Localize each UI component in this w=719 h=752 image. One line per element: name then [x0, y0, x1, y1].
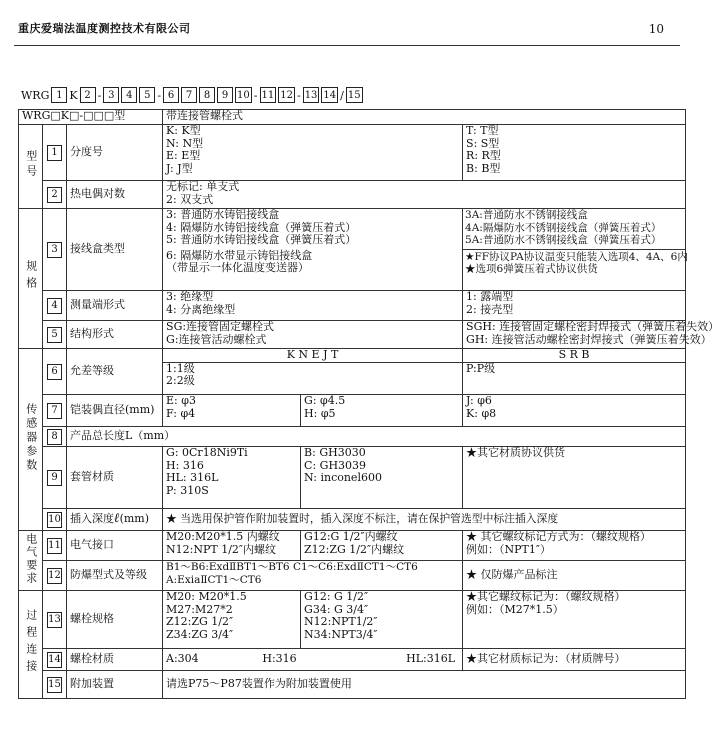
value-line: 4A:隔爆防水不锈钢接线盒（弹簧压着式） — [465, 221, 662, 234]
table-row — [19, 321, 686, 349]
option-values — [463, 349, 686, 395]
code-box: 10 — [235, 87, 252, 103]
group-spec — [19, 209, 43, 349]
group-model — [19, 125, 43, 209]
group-label: 型号 — [24, 149, 38, 180]
ell-symbol: ℓ — [114, 511, 120, 527]
code-box: 5 — [139, 87, 155, 103]
option-name: 接线盒类型 — [67, 209, 163, 291]
option-values — [163, 209, 463, 291]
value-line: R: R型 — [466, 149, 501, 162]
value-line: N: N型 — [166, 136, 204, 150]
option-values — [163, 561, 463, 591]
option-values — [301, 591, 463, 649]
option-number — [43, 591, 67, 649]
option-values — [463, 395, 686, 427]
value-line: HL: 316L — [166, 471, 219, 484]
option-values — [163, 181, 686, 209]
value-line: 无标记: 单支式 — [166, 180, 240, 193]
grade-header: K N E J T — [163, 349, 462, 363]
option-values — [163, 321, 463, 349]
option-name: 铠装偶直径(mm) — [67, 395, 163, 427]
note-line: ★ 其它螺纹标记方式为：（螺纹规格） — [466, 530, 652, 543]
option-name: 防爆型式及等级 — [67, 561, 163, 591]
number-box: 7 — [47, 403, 62, 419]
note-line: ★其它螺纹标记为：（螺纹规格） — [466, 590, 626, 603]
group-label: 规格 — [24, 259, 38, 294]
value-line: SGH: 连接管固定螺栓密封焊接式（弹簧压着失效） — [466, 320, 719, 333]
table-row — [19, 291, 686, 321]
table-row — [19, 125, 686, 181]
value-line: N: inconel600 — [304, 471, 382, 484]
code-box: 2 — [80, 87, 96, 103]
page-number: 10 — [648, 22, 664, 36]
value-line: G12:G 1/2″内螺纹 — [304, 530, 398, 543]
value-line: N12:NPT 1/2″内螺纹 — [166, 542, 277, 556]
group-label: 传感器参数 — [24, 402, 38, 473]
option-name: 测量端形式 — [67, 291, 163, 321]
code-box: 9 — [217, 87, 233, 103]
code-box: 15 — [346, 87, 363, 103]
value-line: C: GH3039 — [304, 458, 367, 472]
table-row — [19, 209, 686, 291]
value-line: T: T型 — [466, 124, 499, 137]
option-name: 附加装置 — [67, 671, 163, 699]
number-box: 6 — [47, 364, 62, 380]
value-line: Z34:ZG 3/4″ — [166, 627, 234, 641]
code-box: 7 — [181, 87, 197, 103]
value-line: J: J型 — [166, 161, 193, 175]
option-values — [163, 291, 463, 321]
value-line: G: φ4.5 — [304, 394, 346, 407]
value-line: 4: 隔爆防水铸铝接线盒（弹簧压着式） — [166, 220, 357, 234]
option-note: ★其它材质标记为：（材质牌号） — [463, 649, 686, 671]
option-name: 套管材质 — [67, 447, 163, 509]
option-number — [43, 509, 67, 531]
value-line: N34:NPT3/4″ — [304, 627, 378, 641]
option-number — [43, 321, 67, 349]
option-name: 产品总长度L（mm） — [67, 427, 686, 447]
table-row — [19, 349, 686, 395]
value-line: E: E型 — [166, 149, 201, 162]
option-note: ★其它材质协议供货 — [463, 447, 686, 509]
option-values — [463, 125, 686, 181]
option-name: 螺栓材质 — [67, 649, 163, 671]
code-box: 11 — [260, 87, 277, 103]
company-header: 重庆爱瑞法温度测控技术有限公司 — [18, 22, 191, 35]
group-sensor — [19, 349, 43, 531]
note-line: ★FF协议PA协议温变只能装入选项4、4A、6内 — [465, 250, 688, 263]
header-rule — [14, 45, 680, 46]
option-number — [43, 447, 67, 509]
code-text: - — [157, 88, 162, 102]
number-box: 5 — [47, 327, 62, 343]
option-note — [463, 591, 686, 649]
code-box: 12 — [278, 87, 295, 103]
group-label: 过程连接 — [24, 608, 38, 677]
option-name-text: 插入深度 — [70, 512, 114, 526]
table-row — [19, 110, 686, 125]
grade-header: S R B — [463, 349, 685, 363]
value-line: 1:1级 — [166, 361, 195, 375]
option-values — [163, 125, 463, 181]
value-item: H:316 — [262, 652, 297, 666]
code-box: 13 — [303, 87, 320, 103]
option-number — [43, 349, 67, 395]
value-line: F: φ4 — [166, 406, 196, 420]
option-number — [43, 181, 67, 209]
value-line: S: S型 — [466, 136, 500, 150]
value-line: H: φ5 — [304, 406, 336, 420]
option-values — [301, 447, 463, 509]
model-desc: 带连接管螺栓式 — [163, 110, 686, 125]
number-box: 8 — [47, 429, 62, 445]
option-values — [463, 209, 686, 291]
code-text: - — [296, 88, 301, 102]
option-number — [43, 427, 67, 447]
code-box: 1 — [51, 87, 67, 103]
option-name: 分度号 — [67, 125, 163, 181]
number-box: 12 — [47, 568, 62, 584]
number-box: 1 — [47, 145, 62, 161]
value-line: 6: 隔爆防水带显示铸铝接线盒 — [166, 248, 313, 262]
unit-text: (mm) — [119, 512, 150, 526]
value-line: J: φ6 — [466, 394, 492, 407]
value-item: HL:316L — [406, 652, 456, 666]
option-number — [43, 291, 67, 321]
option-values — [463, 320, 719, 349]
option-number — [43, 671, 67, 699]
group-label: 电气要求 — [24, 532, 38, 585]
option-values — [163, 395, 301, 427]
option-name — [67, 509, 163, 531]
value-line: H: 316 — [166, 458, 204, 472]
option-number — [43, 561, 67, 591]
note-line: ★选项6弹簧压着式协议供货 — [465, 263, 598, 275]
value-line: 3: 绝缘型 — [166, 290, 214, 303]
table-row — [19, 427, 686, 447]
option-number — [43, 531, 67, 561]
option-name: 允差等级 — [67, 349, 163, 395]
option-values — [301, 531, 463, 561]
option-number — [43, 125, 67, 181]
spec-table — [18, 109, 719, 699]
number-box: 15 — [47, 677, 62, 693]
value-line: 2:2级 — [166, 374, 195, 387]
code-text: / — [340, 88, 344, 102]
value-line: 2: 双支式 — [166, 192, 214, 206]
option-name: 热电偶对数 — [67, 181, 163, 209]
option-values — [163, 447, 301, 509]
value-line: 5: 普通防水铸铝接线盒（弹簧压着式） — [166, 233, 357, 246]
number-box: 2 — [47, 187, 62, 203]
table-row — [19, 671, 686, 699]
option-number — [43, 209, 67, 291]
code-box: 3 — [103, 87, 119, 103]
code-box: 14 — [321, 87, 338, 103]
code-text: WRG — [21, 88, 50, 102]
option-number — [43, 395, 67, 427]
value-line: M27:M27*2 — [166, 602, 233, 616]
group-process — [19, 591, 43, 699]
value-line: B1～B6:ExdⅡBT1～BT6 C1～C6:ExdⅡCT1～CT6 — [166, 561, 418, 573]
table-row — [19, 591, 686, 649]
code-text: - — [253, 88, 258, 102]
option-values — [163, 591, 301, 649]
code-box: 4 — [121, 87, 137, 103]
value-line: G:连接管活动螺栓式 — [166, 332, 267, 346]
value-line: M20: M20*1.5 — [166, 590, 247, 603]
value-line: K: K型 — [166, 124, 201, 137]
number-box: 14 — [47, 652, 62, 668]
note-line: 例如：（NPT1″） — [466, 542, 552, 556]
code-text: - — [97, 88, 102, 102]
number-box: 10 — [47, 512, 62, 528]
table-row — [19, 649, 686, 671]
value-line: B: B型 — [466, 161, 501, 175]
value-line: G12: G 1/2″ — [304, 590, 369, 603]
option-name: 螺栓规格 — [67, 591, 163, 649]
option-values — [301, 395, 463, 427]
model-label: WRG□K□-□□□型 — [19, 110, 163, 125]
table-row — [19, 447, 686, 509]
value-line: 3A:普通防水不锈钢接线盒 — [465, 209, 588, 221]
option-values — [163, 649, 463, 671]
note-line: 例如：（M27*1.5） — [466, 602, 564, 616]
number-box: 13 — [47, 612, 62, 628]
value-line: Z12:ZG 1/2″ — [166, 615, 234, 628]
model-code — [20, 86, 364, 104]
value-line: G: 0Cr18Ni9Ti — [166, 446, 248, 459]
option-name: 结构形式 — [67, 321, 163, 349]
number-box: 3 — [47, 242, 62, 258]
number-box: 11 — [47, 538, 62, 554]
code-box: 8 — [199, 87, 215, 103]
code-box: 6 — [163, 87, 179, 103]
value-line: N12:NPT1/2″ — [304, 615, 378, 628]
value-line: 2: 接壳型 — [466, 302, 514, 316]
number-box: 4 — [47, 298, 62, 314]
table-row — [19, 395, 686, 427]
code-text: K — [69, 88, 78, 102]
group-electrical — [19, 531, 43, 591]
option-values — [463, 291, 686, 321]
value-line: P:P级 — [466, 361, 496, 375]
option-note — [463, 531, 686, 561]
option-values — [163, 349, 463, 395]
value-line: A:ExiaⅡCT1～CT6 — [166, 573, 262, 586]
value-line: B: GH3030 — [304, 446, 366, 459]
value-item: A:304 — [166, 652, 199, 666]
table-row — [19, 561, 686, 591]
value-line: K: φ8 — [466, 406, 497, 420]
value-line: 5A:普通防水不锈钢接线盒（弹簧压着式） — [465, 234, 662, 246]
value-line: Z12:ZG 1/2″内螺纹 — [304, 542, 405, 556]
table-row — [19, 531, 686, 561]
value-line: （带显示一体化温度变送器） — [166, 261, 310, 274]
value-line: E: φ3 — [166, 394, 196, 407]
option-values — [163, 531, 301, 561]
option-number — [43, 649, 67, 671]
table-row — [19, 181, 686, 209]
option-name: 电气接口 — [67, 531, 163, 561]
table-row — [19, 509, 686, 531]
number-box: 9 — [47, 470, 62, 486]
value-line: SG:连接管固定螺栓式 — [166, 320, 275, 333]
value-line: P: 310S — [166, 483, 209, 497]
option-note: ★ 仅防爆产品标注 — [463, 561, 686, 591]
option-values: 请选P75～P87装置作为附加装置使用 — [163, 671, 686, 699]
value-line: 1: 露端型 — [466, 290, 514, 303]
value-line: G34: G 3/4″ — [304, 602, 369, 616]
option-note: ★ 当选用保护管作附加装置时，插入深度不标注，请在保护管选型中标注插入深度 — [163, 509, 686, 531]
value-line: GH: 连接管活动螺栓密封焊接式（弹簧压着失效） — [466, 332, 712, 346]
value-line: 3: 普通防水铸铝接线盒 — [166, 208, 280, 221]
value-line: 4: 分离绝缘型 — [166, 302, 236, 316]
value-line: M20:M20*1.5 内螺纹 — [166, 530, 280, 543]
